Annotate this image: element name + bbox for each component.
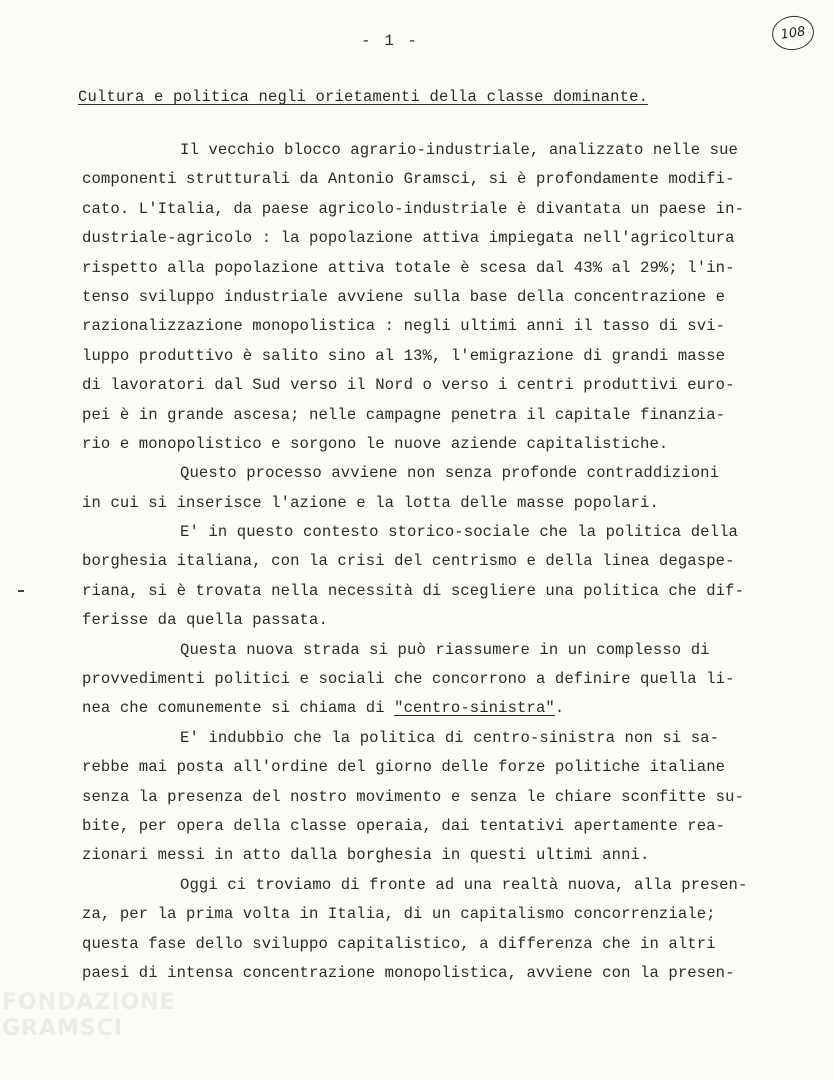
text-line — [82, 871, 782, 900]
text-line — [82, 959, 782, 988]
text-line — [82, 694, 782, 723]
text-line — [82, 606, 782, 635]
text-line — [82, 459, 782, 488]
text-line-content: in cui si inserisce l'azione e la lotta delle masse popolari. — [82, 493, 659, 512]
text-line — [82, 636, 782, 665]
archive-number-stamp: 108 — [770, 13, 816, 53]
text-line — [82, 254, 782, 283]
page-number: - 1 - — [360, 32, 419, 50]
underlined-term: "centro-sinistra" — [394, 699, 555, 718]
text-line-content: Oggi ci troviamo di fronte ad una realtà nuova, alla presen- — [180, 875, 748, 894]
text-line-content: E' indubbio che la politica di centro-sinistra non si sa- — [180, 728, 720, 747]
text-line — [82, 312, 782, 341]
text-line-content: componenti strutturali da Antonio Gramsci, si è profondamente modifi- — [82, 170, 735, 189]
text-line — [82, 841, 782, 870]
text-line-content: luppo produttivo è salito sino al 13%, l'emigrazione di grandi masse — [82, 346, 726, 365]
text-line-content: rio e monopolistico e sorgono le nuove aziende capitalistiche. — [82, 434, 669, 453]
text-line — [82, 283, 782, 312]
text-line — [82, 783, 782, 812]
text-line-content: za, per la prima volta in Italia, di un capitalismo concorrenziale; — [82, 905, 716, 924]
text-line — [82, 724, 782, 753]
document-body — [82, 136, 782, 988]
text-line — [82, 753, 782, 782]
text-line-content: senza la presenza del nostro movimento e senza le chiare sconfitte su- — [82, 787, 745, 806]
text-line — [82, 900, 782, 929]
text-line — [82, 224, 782, 253]
text-line-content: bite, per opera della classe operaia, dai tentativi apertamente rea- — [82, 816, 726, 835]
text-line-content: dustriale-agricolo : la popolazione attiva impiegata nell'agricoltura — [82, 229, 735, 248]
text-line-content: E' in questo contesto storico-sociale che la politica della — [180, 523, 739, 542]
text-line — [82, 371, 782, 400]
archive-watermark — [2, 990, 176, 1042]
text-line-content: pei è in grande ascesa; nelle campagne penetra il capitale finanzia- — [82, 405, 726, 424]
text-line-content: borghesia italiana, con la crisi del centrismo e della linea degaspe- — [82, 552, 735, 571]
text-line-content: Questa nuova strada si può riassumere in un complesso di — [180, 640, 710, 659]
text-line-content: Questo processo avviene non senza profonde contraddizioni — [180, 464, 720, 483]
text-line — [82, 430, 782, 459]
text-line-content: razionalizzazione monopolistica : negli ultimi anni il tasso di svi- — [82, 317, 726, 336]
text-line-content: provvedimenti politici e sociali che concorrono a definire quella li- — [82, 670, 735, 689]
text-line-content: tenso sviluppo industriale avviene sulla base della concentrazione e — [82, 287, 726, 306]
text-line — [82, 665, 782, 694]
text-line-content: nea che comunemente si chiama di — [82, 699, 395, 718]
text-line-content: Il vecchio blocco agrario-industriale, analizzato nelle sue — [180, 141, 739, 159]
text-line — [82, 165, 782, 194]
text-line-content: cato. L'Italia, da paese agricolo-industriale è divantata un paese in- — [82, 199, 745, 218]
text-line-trailing: . — [554, 699, 565, 718]
watermark-line: GRAMSCI — [2, 1016, 124, 1041]
text-line — [82, 136, 782, 165]
text-line — [82, 577, 782, 606]
text-line — [82, 401, 782, 430]
text-line — [82, 489, 782, 518]
text-line — [82, 930, 782, 959]
watermark-line: FONDAZIONE — [2, 990, 176, 1015]
document-title: Cultura e politica negli orietamenti della classe dominante. — [78, 88, 649, 106]
text-line-content: questa fase dello sviluppo capitalistico, a differenza che in altri — [82, 934, 716, 953]
text-line — [82, 547, 782, 576]
text-line-content: di lavoratori dal Sud verso il Nord o verso i centri produttivi euro- — [82, 376, 735, 395]
text-line-content: riana, si è trovata nella necessità di scegliere una politica che dif- — [82, 581, 745, 600]
text-line — [82, 812, 782, 841]
text-line — [82, 195, 782, 224]
text-line-content: rebbe mai posta all'ordine del giorno delle forze politiche italiane — [82, 758, 726, 777]
text-line — [82, 342, 782, 371]
text-line — [82, 518, 782, 547]
margin-mark — [18, 590, 24, 592]
text-line-content: rispetto alla popolazione attiva totale è scesa dal 43% al 29%; l'in- — [82, 258, 735, 277]
text-line-content: ferisse da quella passata. — [82, 611, 328, 630]
text-line-content: zionari messi in atto dalla borghesia in questi ultimi anni. — [82, 846, 650, 865]
text-line-content: paesi di intensa concentrazione monopolistica, avviene con la presen- — [82, 963, 735, 982]
